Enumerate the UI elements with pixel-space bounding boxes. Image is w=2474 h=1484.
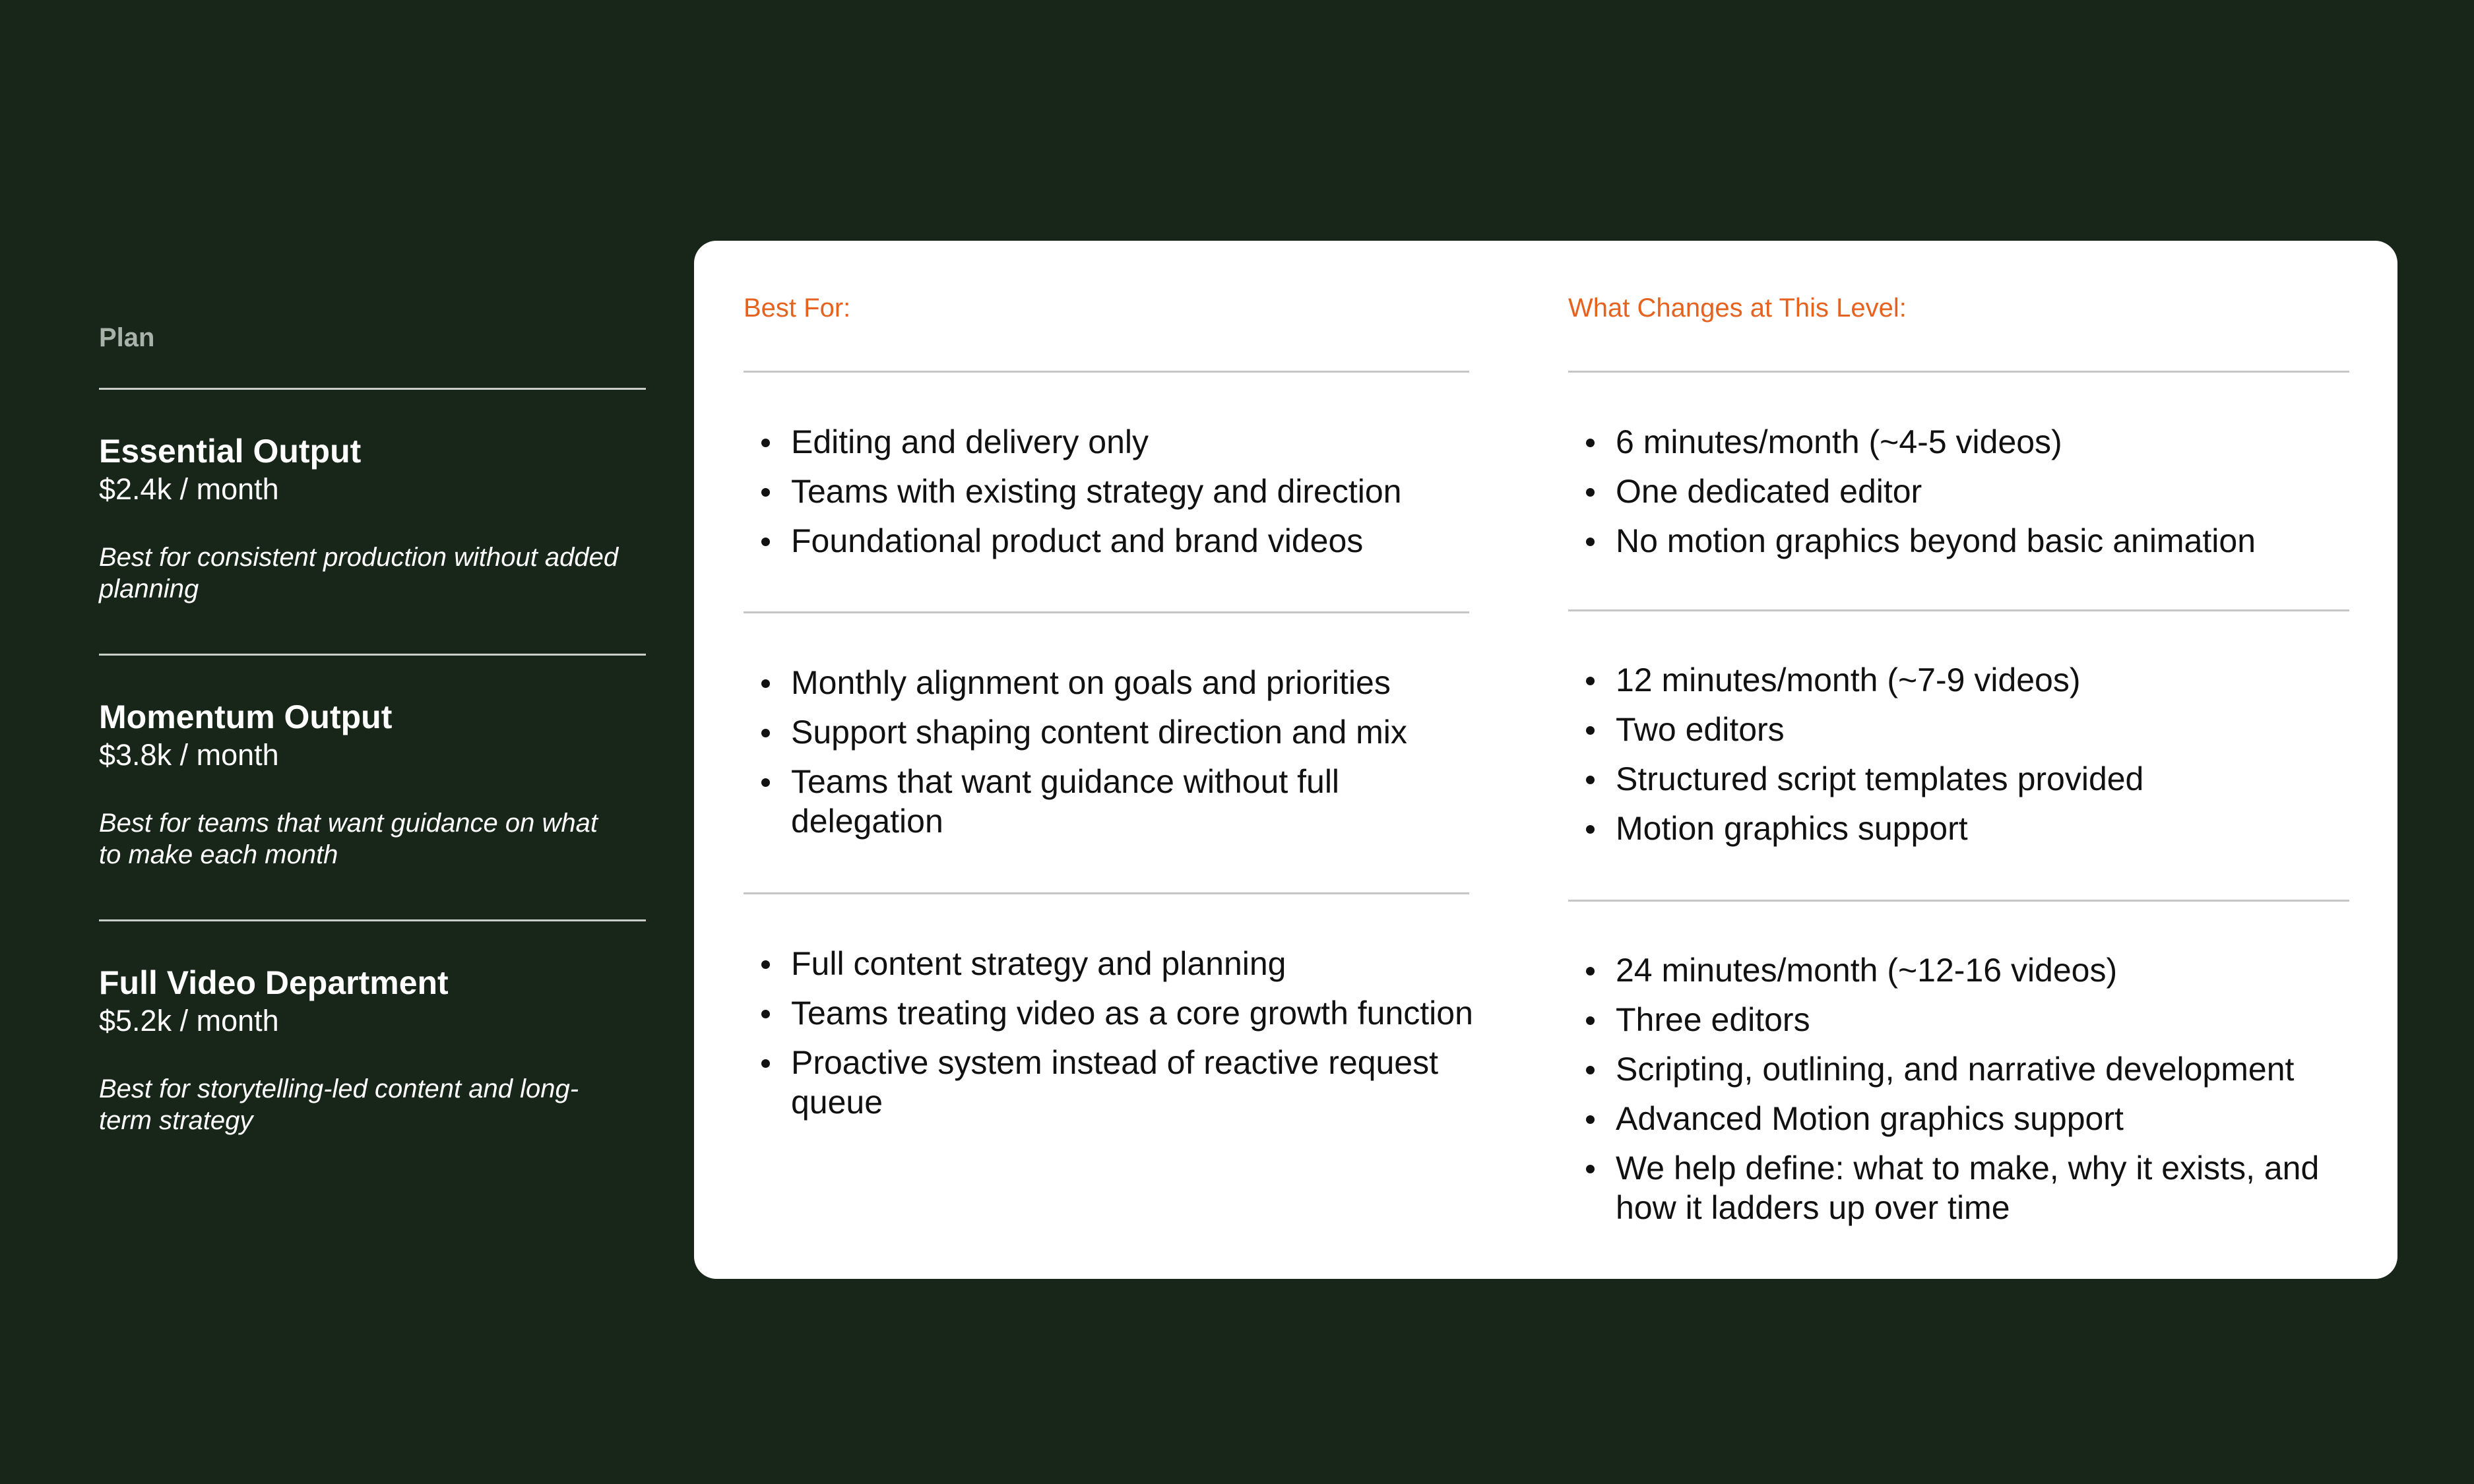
list-item: Teams that want guidance without full delegation (744, 762, 1476, 841)
best-for-list-full-video (744, 944, 1476, 1132)
divider (744, 371, 1469, 373)
divider (99, 919, 646, 921)
list-item: Support shaping content direction and mix (744, 712, 1476, 752)
list-item: Advanced Motion graphics support (1568, 1099, 2360, 1138)
best-for-list-essential (744, 422, 1476, 571)
list-item: Teams with existing strategy and direction (744, 472, 1476, 511)
list-item: We help define: what to make, why it exists, and how it ladders up over time (1568, 1148, 2360, 1227)
comparison-card (694, 241, 2397, 1279)
list-item: 24 minutes/month (~12-16 videos) (1568, 950, 2360, 990)
list-item: Full content strategy and planning (744, 944, 1476, 983)
list-item: Foundational product and brand videos (744, 521, 1476, 561)
list-item: Motion graphics support (1568, 809, 2360, 848)
divider (1568, 609, 2349, 611)
divider (99, 654, 646, 656)
best-for-list-momentum (744, 663, 1476, 851)
plan-price: $2.4k / month (99, 472, 279, 506)
plan-full-video-department (99, 964, 646, 1136)
divider (744, 892, 1469, 894)
divider (744, 611, 1469, 613)
list-item: No motion graphics beyond basic animation (1568, 521, 2360, 561)
list-item: Proactive system instead of reactive request queue (744, 1043, 1476, 1122)
plan-price: $5.2k / month (99, 1004, 279, 1037)
plan-name: Momentum Output (99, 698, 393, 735)
list-item: 6 minutes/month (~4-5 videos) (1568, 422, 2360, 462)
changes-list-essential (1568, 422, 2360, 571)
changes-list-full-video (1568, 950, 2360, 1237)
list-item: Monthly alignment on goals and priorities (744, 663, 1476, 702)
divider (1568, 371, 2349, 373)
plan-description: Best for storytelling-led content and long-term strategy (99, 1074, 579, 1135)
plan-description: Best for consistent production without added planning (99, 543, 619, 603)
changes-header: What Changes at This Level: (1568, 294, 1907, 323)
plan-name: Full Video Department (99, 964, 449, 1001)
plan-price: $3.8k / month (99, 738, 279, 772)
best-for-header: Best For: (744, 294, 851, 323)
list-item: Teams treating video as a core growth function (744, 993, 1476, 1033)
plan-column-header: Plan (99, 323, 155, 352)
list-item: Editing and delivery only (744, 422, 1476, 462)
list-item: One dedicated editor (1568, 472, 2360, 511)
list-item: Scripting, outlining, and narrative development (1568, 1049, 2360, 1089)
list-item: Two editors (1568, 710, 2360, 749)
plan-name: Essential Output (99, 433, 362, 470)
plan-momentum (99, 698, 646, 871)
plan-description: Best for teams that want guidance on what to make each month (99, 809, 598, 869)
list-item: Three editors (1568, 1000, 2360, 1039)
divider (1568, 900, 2349, 902)
list-item: 12 minutes/month (~7-9 videos) (1568, 660, 2360, 700)
plan-essential (99, 432, 646, 605)
changes-list-momentum (1568, 660, 2360, 858)
list-item: Structured script templates provided (1568, 759, 2360, 799)
divider (99, 388, 646, 390)
